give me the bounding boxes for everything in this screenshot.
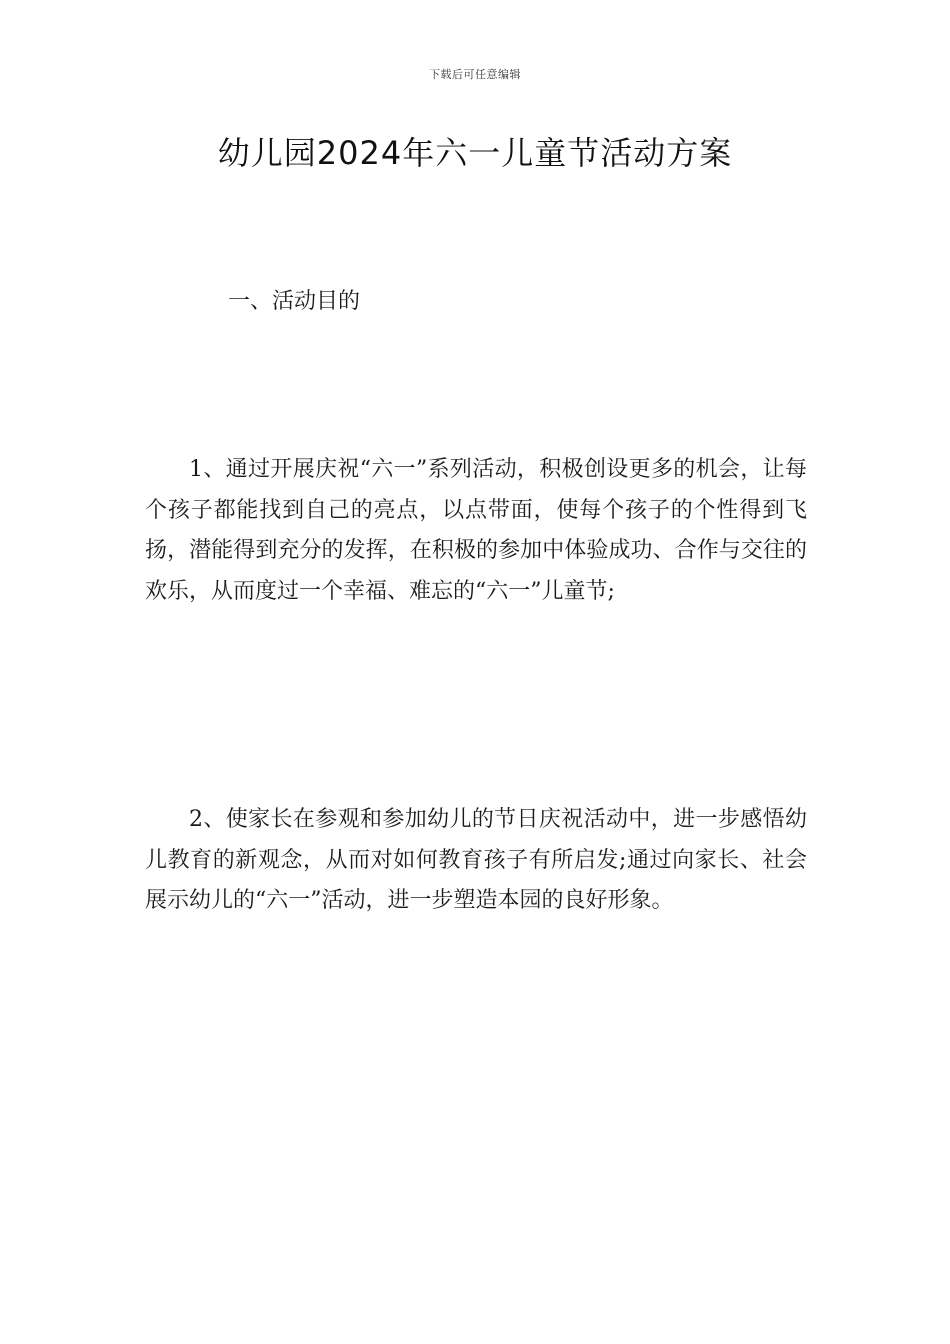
header-note: 下载后可任意编辑 [429, 68, 521, 81]
paragraph-1: 1、通过开展庆祝“六一”系列活动，积极创设更多的机会，让每个孩子都能找到自己的亮点，以点带面，使每个孩子的个性得到飞扬，潜能得到充分的发挥，在积极的参加中体验成功、合作与交往的欢乐，从而度过一个幸福、难忘的“六一”儿童节; [145, 457, 807, 604]
document-title: 幼儿园2024年六一儿童节活动方案 [217, 134, 733, 172]
section-heading: 一、活动目的 [228, 289, 361, 314]
paragraph-2: 2、使家长在参观和参加幼儿的节日庆祝活动中，进一步感悟幼儿教育的新观念，从而对如何教育孩子有所启发;通过向家长、社会展示幼儿的“六一”活动，进一步塑造本园的良好形象。 [145, 807, 807, 913]
